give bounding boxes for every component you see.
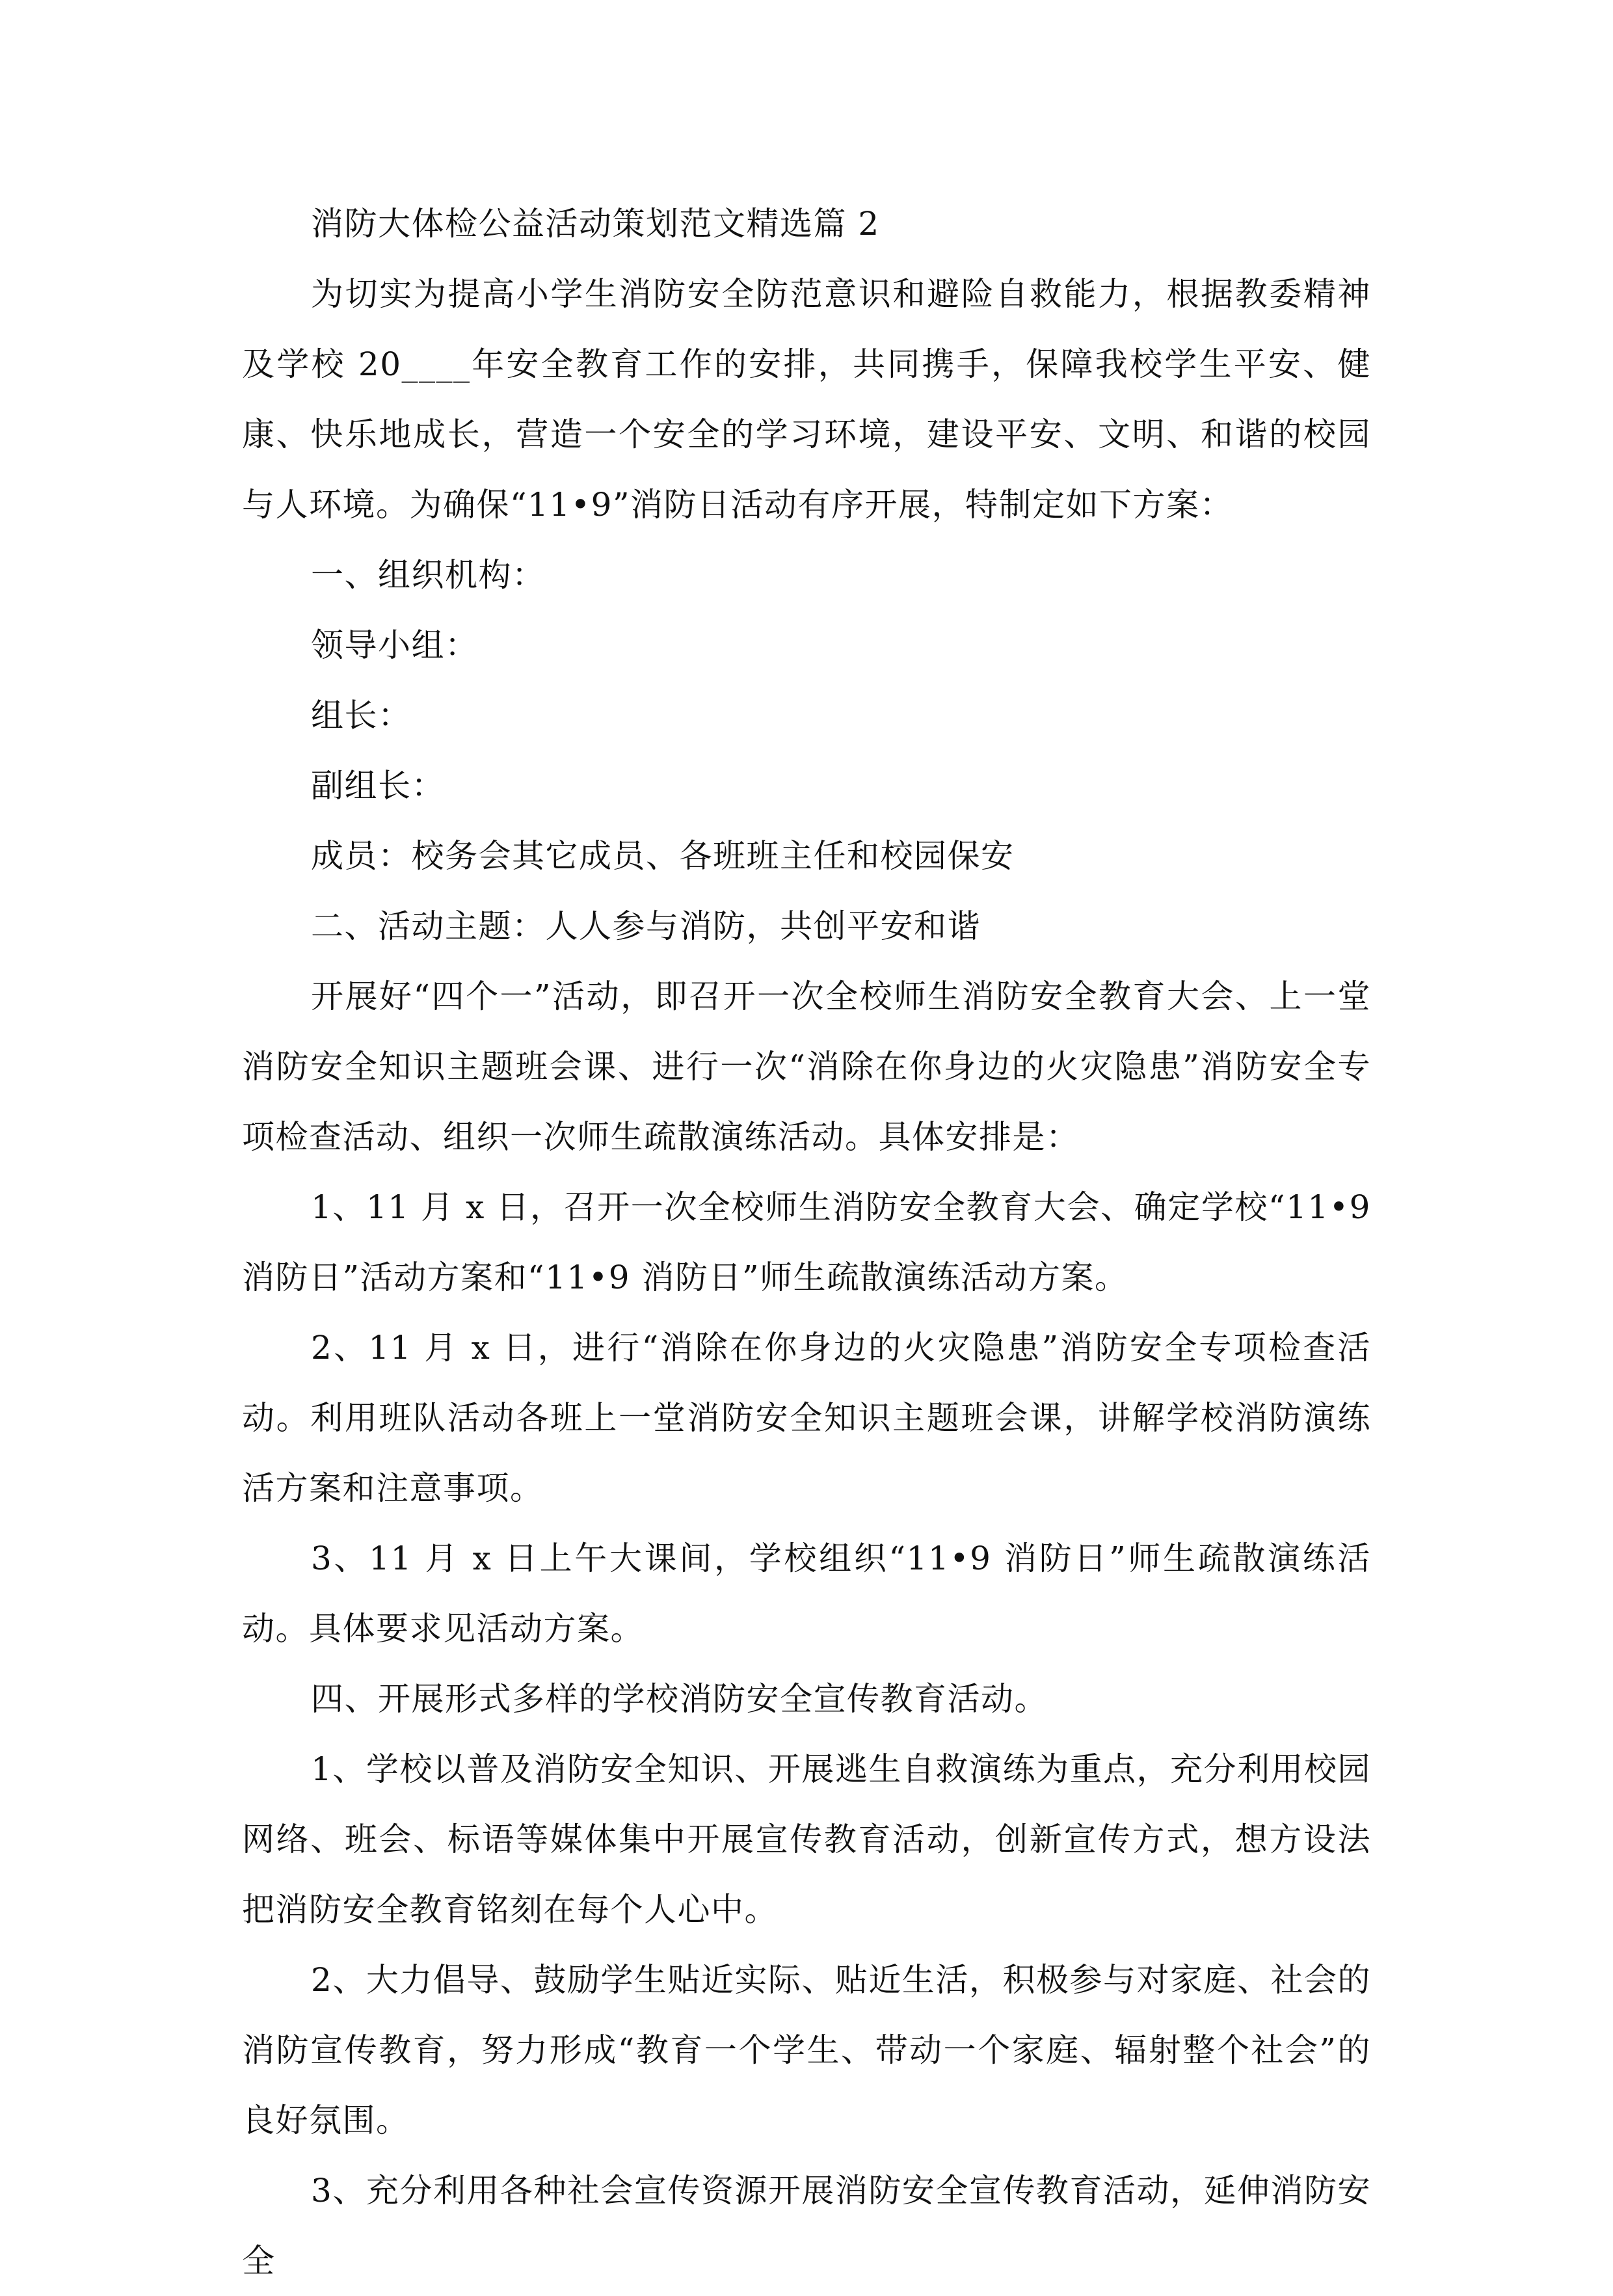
paragraph-publicity-2: 2、大力倡导、鼓励学生贴近实际、贴近生活，积极参与对家庭、社会的消防宣传教育，努力形成“教育一个学生、带动一个家庭、辐射整个社会”的良好氛围。 [242, 1961, 1371, 2139]
paragraph-deputy-leader: 副组长： [311, 767, 445, 805]
paragraph-group-leader: 组长： [311, 697, 412, 734]
paragraph-publicity-1: 1、学校以普及消防安全知识、开展逃生自救演练为重点，充分利用校园网络、班会、标语等媒体集中开展宣传教育活动，创新宣传方式，想方设法把消防安全教育铭刻在每个人心中。 [242, 1750, 1371, 1929]
paragraph-members: 成员：校务会其它成员、各班班主任和校园保安 [311, 837, 1015, 875]
paragraph-intro: 为切实为提高小学生消防安全防范意识和避险自救能力，根据教委精神及学校 20____年安全教育工作的安排，共同携手，保障我校学生平安、健康、快乐地成长，营造一个安全的学习环境，建设平安、文明、和谐的校园与人环境。为确保“11•9”消防日活动有序开展，特制定如下方案： [242, 275, 1371, 524]
paragraph-schedule-3: 3、11 月 x 日上午大课间，学校组织“11•9 消防日”师生疏散演练活动。具体要求见活动方案。 [242, 1540, 1371, 1648]
heading-publicity: 四、开展形式多样的学校消防安全宣传教育活动。 [311, 1680, 1048, 1718]
paragraph-leadership-group: 领导小组： [311, 626, 479, 664]
paragraph-four-ones: 开展好“四个一”活动，即召开一次全校师生消防安全教育大会、上一堂消防安全知识主题班会课、进行一次“消除在你身边的火灾隐患”消防安全专项检查活动、组织一次师生疏散演练活动。具体安排是： [242, 978, 1371, 1156]
document-body [242, 189, 1371, 2296]
document-title: 消防大体检公益活动策划范文精选篇 2 [311, 205, 880, 243]
heading-organization: 一、组织机构： [311, 556, 546, 594]
paragraph-schedule-2: 2、11 月 x 日，进行“消除在你身边的火灾隐患”消防安全专项检查活动。利用班队活动各班上一堂消防安全知识主题班会课，讲解学校消防演练活方案和注意事项。 [242, 1329, 1371, 1507]
heading-activity-theme: 二、活动主题：人人参与消防，共创平安和谐 [311, 907, 981, 945]
paragraph-publicity-3: 3、充分利用各种社会宣传资源开展消防安全宣传教育活动，延伸消防安全 [242, 2172, 1371, 2280]
paragraph-schedule-1: 1、11 月 x 日，召开一次全校师生消防安全教育大会、确定学校“11•9 消防日”活动方案和“11•9 消防日”师生疏散演练活动方案。 [242, 1188, 1371, 1296]
